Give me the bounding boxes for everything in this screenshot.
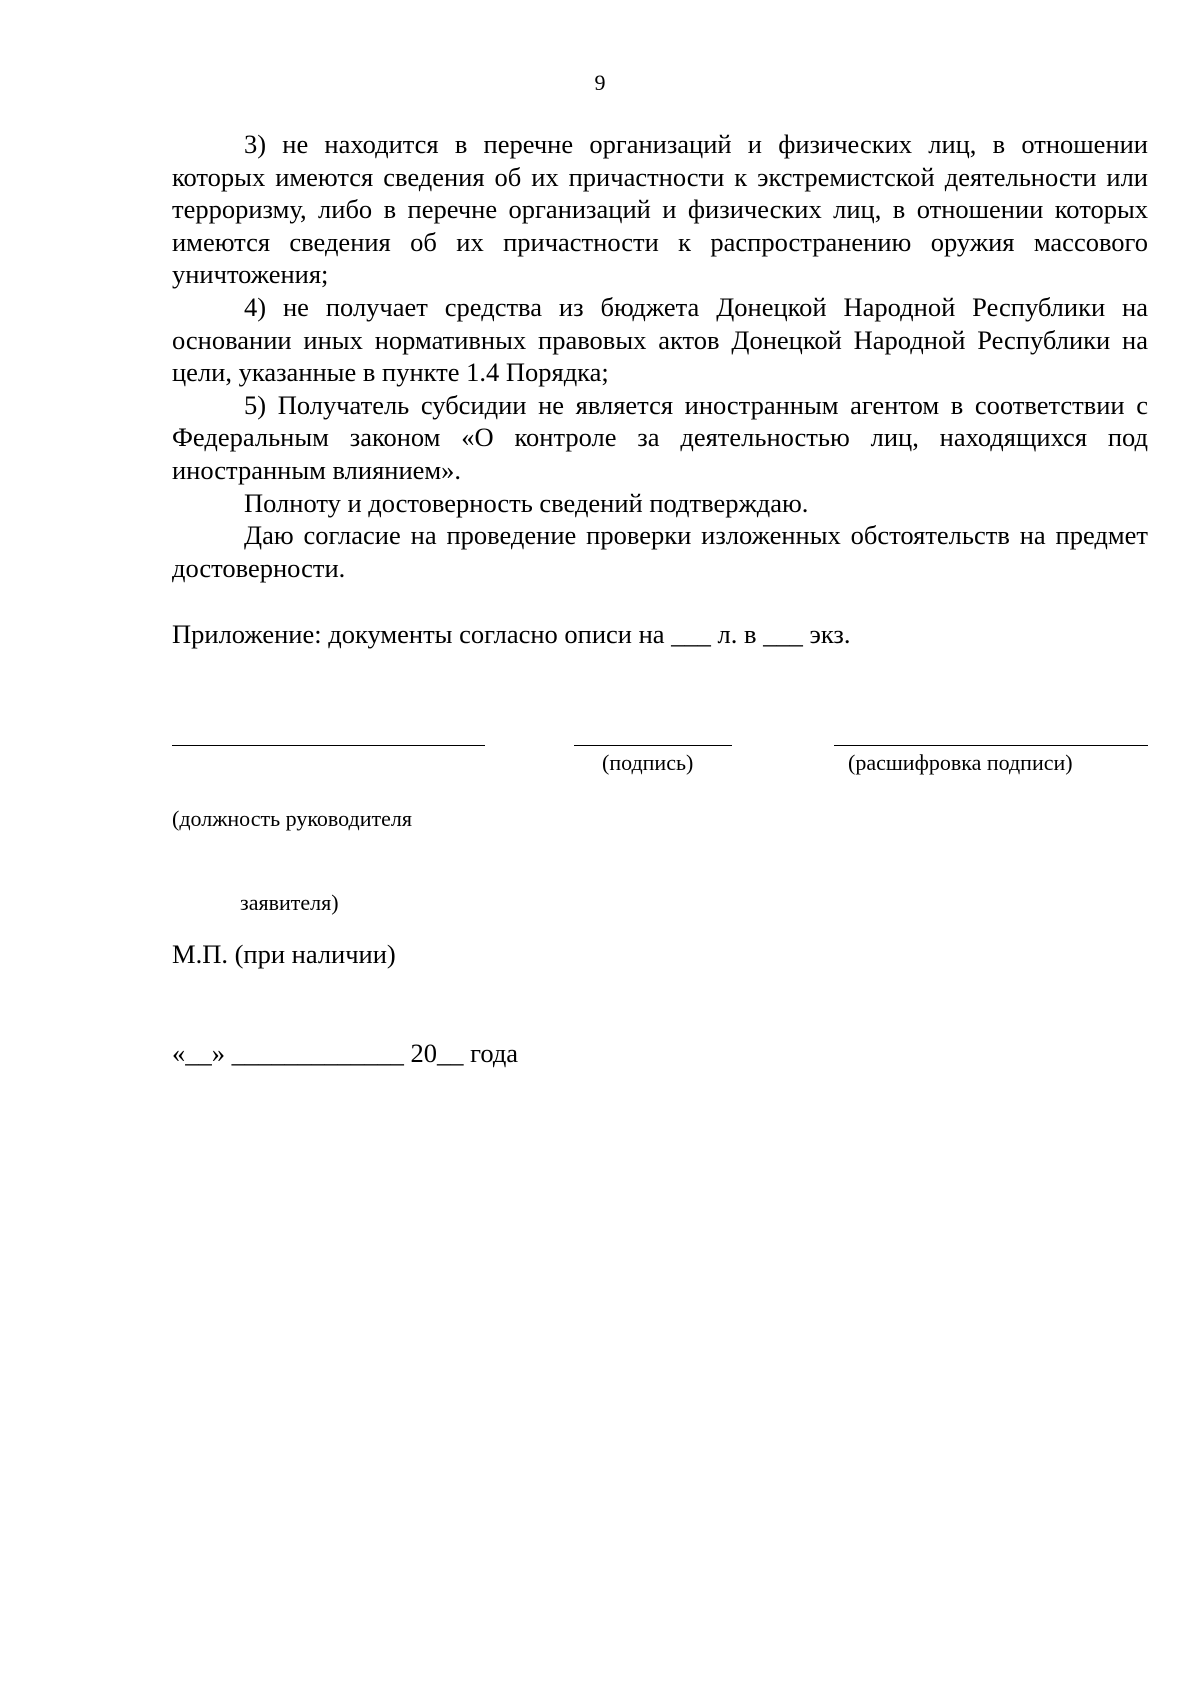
signature-caption: (подпись) [602, 750, 694, 775]
paragraph-consent: Даю согласие на проведение проверки изложенных обстоятельств на предмет достоверности. [172, 520, 1148, 583]
page-number: 9 [594, 70, 606, 95]
stamp-block [172, 872, 518, 1136]
transcript-caption: (расшифровка подписи) [848, 750, 1073, 775]
transcript-signature-line [834, 745, 1148, 746]
paragraph-confirmation: Полноту и достоверность сведений подтверждаю. [244, 487, 809, 518]
paragraph-item-3: 3) не находится в перечне организаций и физических лиц, в отношении которых имеются сведения об их причастности к экстремистской деятельности или терроризму, либо в перечне организаций и физических лиц, в отношении которых имеются сведения об их причастности к распространению оружия массового уничтожения; [172, 129, 1148, 290]
date-line: «__» _____________ 20__ года [172, 1038, 519, 1068]
paragraph-item-5: 5) Получатель субсидии не является иностранным агентом в соответствии с Федеральным законом «О контроле за деятельностью лиц, находящихся под иностранным влиянием». [172, 389, 1148, 485]
document-body [172, 128, 1148, 584]
position-caption-line2: заявителя) [240, 890, 339, 915]
stamp-label: М.П. (при наличии) [172, 939, 396, 969]
appendix-line: Приложение: документы согласно описи на ___ л. в ___ экз. [172, 619, 851, 649]
position-caption-line1: (должность руководителя [172, 806, 412, 831]
paragraph-item-4: 4) не получает средства из бюджета Донецкой Народной Республики на основании иных нормативных правовых актов Донецкой Народной Республики на цели, указанные в пункте 1.4 Порядка; [172, 291, 1148, 388]
position-signature-line [172, 745, 485, 746]
signature-line [574, 745, 732, 746]
